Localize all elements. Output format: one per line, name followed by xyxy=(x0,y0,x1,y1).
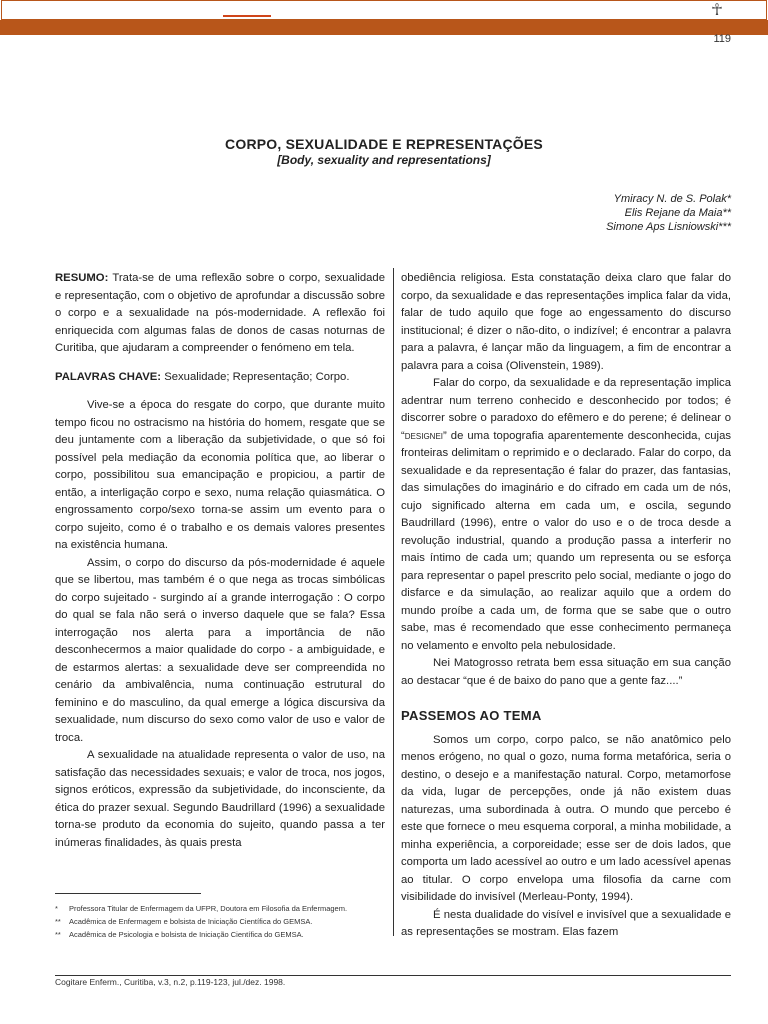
column-divider xyxy=(393,268,394,936)
page-number: 119 xyxy=(713,33,731,45)
journal-logo-icon: ☥ xyxy=(711,0,723,19)
journal-citation: Cogitare Enferm., Curitiba, v.3, n.2, p.119-123, jul./dez. 1998. xyxy=(55,977,286,987)
keywords-text: Sexualidade; Representação; Corpo. xyxy=(161,370,350,383)
body-paragraph: É nesta dualidade do visível e invisível que a sexualidade e as representações se mostram. Elas fazem xyxy=(401,908,731,938)
body-paragraph: Assim, o corpo do discurso da pós-modernidade é aquele que se libertou, mas também é o que nega as trocas simbólicas do corpo sujeitado - surgindo aí a grande interrogação : O corpo do qual se fala não será o inverso daquele que se fala? Essa interrogação nos alerta para a importância de não desconhecermos a maior qualidade do corpo - a ambiguidade, e de estarmos alertas: a sexualidade deve ser compreendida no cenário da ambivalência, numa continuação estrutural do feminino e do masculino, da qual emerge a lógica discursiva da sexualidade, num discurso do sexo como valor de uso e valor de troca. xyxy=(55,556,385,744)
keywords xyxy=(55,369,385,387)
footer-rule xyxy=(55,975,731,976)
section-heading: PASSEMOS AO TEMA xyxy=(401,708,542,723)
author-name: Ymiracy N. de S. Polak* xyxy=(613,193,731,205)
abstract-text: Trata-se de uma reflexão sobre o corpo, sexualidade e representação, com o objetivo de aprofundar a discussão sobre o corpo e a sexualidade na pós-modernidade. A reflexão foi enriquecida com algumas falas de donos de casas noturnas de Curitiba, que ajudaram a compreender o fenómeno em tela. xyxy=(55,272,385,354)
article-subtitle: [Body, sexuality and representations] xyxy=(277,153,491,167)
body-paragraph: A sexualidade na atualidade representa o valor de uso, na satisfação das necessidades sexuais; e valor de troca, nos jogos, signos eróticos, expressão da subjetividade, do inconsciente, da ética do prazer sexual. Segundo Baudrillard (1996) a sexualidade torna-se produto da economia do sujeito, quando passa a ter inúmeras finalidades, às quais presta xyxy=(55,749,385,849)
header-white-strip xyxy=(1,0,767,20)
body-paragraph: Vive-se a época do resgate do corpo, que durante muito tempo ficou no ostracismo na história do homem, resgate que se deu juntamente com a liberação da subjetividade, o que só foi possível pela mediação da economia política que, ao liberar o corpo, possibilitou sua emancipação e propiciou, a partir de então, a interligação corpo e sexo, numa relação quiasmática. O engrossamento corpo/sexo torna-se assim um evento para o corpo sujeito, como é o trabalho e os demais valores presentes na existência humana. xyxy=(55,399,385,551)
journal-header-band xyxy=(0,0,768,35)
body-paragraph: Somos um corpo, corpo palco, se não anatômico pelo menos erógeno, no qual o gozo, numa forma metafórica, seria o destino, o desejo e a manifestação natural. Corpo, metamorfose da vida, lugar de percepções, onde já não existem duas naturezas, uma subordinada à outra. O mundo que percebo é este que fornece o meu esquema corporal, a minha mobilidade, a minha experiência, a corporeidade; esse ser de dois lados, que comporta um lado acessível ao outro e um lado acessível apenas ao titular. O corpo envelopa uma filosofia da carne com visibilidade do invisível (Merleau-Ponty, 1994). xyxy=(401,733,731,903)
header-accent-line xyxy=(223,15,271,17)
body-paragraph: obediência religiosa. Esta constatação deixa claro que falar do corpo, da sexualidade e das representações implica falar da vida, falar de tudo aquilo que foge ao engessamento do discurso institucional; é dizer o não-dito, o indizível; é encontrar a palavra para a palavra, é lançar mão da linguagem, a fim de encontrar a palavra para a coisa (Olivenstein, 1989). xyxy=(401,272,731,372)
footnote: ** Acadêmica de Enfermagem e bolsista de Iniciação Científica do GEMSA. xyxy=(55,917,313,926)
abstract xyxy=(55,270,385,358)
body-paragraph: Falar do corpo, da sexualidade e da representação implica adentrar num terreno conhecido e desconhecido por todos; é discorrer sobre o paradoxo do efêmero e do perene; é delinear o “DESIGNEI” de uma topografia aparentemente desconhecida, cujas fronteiras delimitam o reprimido e o declarado. Falar do corpo, da sexualidade e da representação é falar do prazer, das fantasias, das simulações do imaginário e do cifrado em cada um de nós, cujo significado alterna em cada um, e oscila, segundo Baudrillard (1996), entre o valor do uso e o de troca desde a revolução industrial, quando a produção passa a interferir no mais íntimo de cada um; quando um representa ou se esforça para representar o papel prescrito pelo social, mediante o jogo do disfarce e da simulação, ao realizar aquilo que a ordem do mundo proíbe a cada um, de forma que se sabe que o outro sabe, mas é recomendado que esse conhecimento permaneça no velamento e envolto pela nebulosidade. xyxy=(401,377,731,652)
abstract-label: RESUMO: xyxy=(55,272,109,284)
article-title: CORPO, SEXUALIDADE E REPRESENTAÇÕES xyxy=(225,136,543,152)
author-name: Elis Rejane da Maia** xyxy=(624,207,731,219)
keywords-label: PALAVRAS CHAVE: xyxy=(55,370,162,383)
body-paragraph: Nei Matogrosso retrata bem essa situação em sua canção ao destacar “que é de baixo do pano que a gente faz....” xyxy=(401,657,731,687)
author-list xyxy=(606,192,731,234)
right-column xyxy=(401,270,731,942)
footnotes xyxy=(55,902,385,941)
footnote-separator xyxy=(55,893,201,894)
author-name: Simone Aps Lisniowski*** xyxy=(606,221,731,233)
left-column xyxy=(55,270,385,852)
small-caps-term: DESIGNEI xyxy=(404,431,443,441)
header-orange-strip xyxy=(0,20,768,35)
footnote: ** Acadêmica de Psicologia e bolsista de Iniciação Científica do GEMSA. xyxy=(55,930,304,939)
footnote: * Professora Titular de Enfermagem da UFPR, Doutora em Filosofia da Enfermagem. xyxy=(55,904,348,913)
